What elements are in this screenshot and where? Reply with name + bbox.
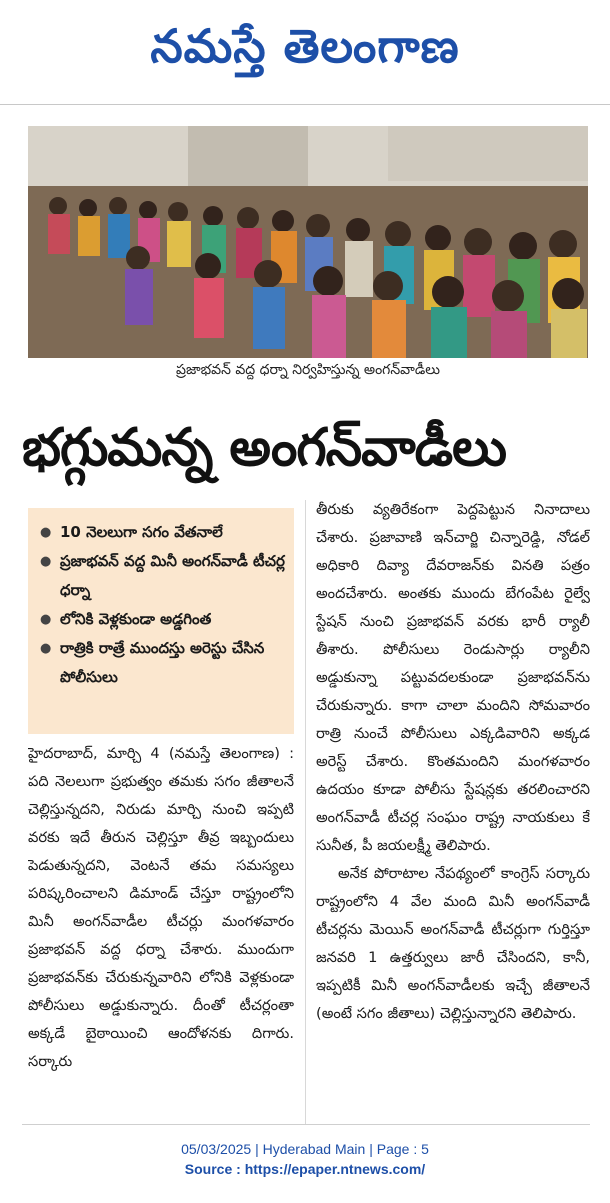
footer-divider — [22, 1124, 590, 1125]
bullet-icon: ● — [40, 641, 52, 656]
source-link[interactable]: Source : https://epaper.ntnews.com/ — [184, 1161, 426, 1177]
article-column-right — [316, 496, 590, 1124]
bullet-icon: ● — [40, 525, 52, 540]
masthead — [0, 0, 610, 104]
highlights-box — [28, 508, 294, 734]
protest-photo-illustration — [28, 126, 588, 358]
highlight-item: ● 10 నెలలుగా సగం వేతనాలే — [40, 518, 288, 547]
highlight-item: ● లోనికి వెళ్లకుండా అడ్డగింత — [40, 605, 288, 634]
masthead-divider — [0, 104, 610, 105]
article-headline: భగ్గుమన్న అంగన్‌వాడీలు — [22, 418, 506, 478]
article-paragraph: అనేక పోరాటాల నేపథ్యంలో కాంగ్రెస్ సర్కారు రాష్ట్రంలోని 4 వేల మంది మినీ అంగన్‌వాడీ టీచర్లను మెయిన్ అంగన్‌వాడీ టీచర్లుగా గుర్తిస్తూ జనవరి 1 ఉత్తర్వులు జారీ చేసిందని, కానీ, ఇప్పటికీ మినీ అంగన్‌వాడీలకు ఇచ్చే జీతాలనే (అంటే సగం జీతాలు) చెల్లిస్తున్నారని తెలిపారు. — [316, 865, 590, 1022]
article-paragraph: హైదరాబాద్, మార్చి 4 (నమస్తే తెలంగాణ) : పది నెలలుగా ప్రభుత్వం తమకు సగం జీతాలనే చెల్లిస్తున్నదని, నిరుడు మార్చి నుంచి ఇప్పటి వరకు ఇదే తీరున చెల్లిస్తూ తీవ్ర ఇబ్బందులు పెడుతున్నదని, వెంటనే తమ సమస్యలు పరిష్కరించాలని డిమాండ్ చేస్తూ రాష్ట్రంలోని మినీ అంగన్‌వాడీల టీచర్లు మంగళవారం ప్రజాభవన్ వద్ద ధర్నా చేశారు. ముందుగా ప్రజాభవన్‌కు చేరుకున్నవారిని లోనికి వెళ్లకుండా పోలీసులు అడ్డుకున్నారు. దీంతో టీచర్లంతా అక్కడే బైఠాయించి ఆందోళనకు దిగారు. సర్కారు — [28, 745, 294, 1070]
article-column-left — [28, 740, 294, 1120]
bullet-icon: ● — [40, 554, 52, 569]
newspaper-logo: నమస్తే తెలంగాణ — [150, 19, 460, 73]
photo-caption: ప్రజాభవన్ వద్ద ధర్నా నిర్వహిస్తున్న అంగన్‌వాడీలు — [176, 362, 440, 378]
highlight-item: ● ప్రజాభవన్ వద్ద మినీ అంగన్‌వాడీ టీచర్ల ధర్నా — [40, 547, 288, 605]
bullet-icon: ● — [40, 612, 52, 627]
protest-photo — [28, 126, 588, 358]
column-divider — [305, 500, 306, 1124]
article-paragraph: తీరుకు వ్యతిరేకంగా పెద్దపెట్టున నినాదాలు చేశారు. ప్రజావాణి ఇన్‌చార్జి చిన్నారెడ్డి, నోడల్ అధికారి దివ్యా దేవరాజన్‌కు వినతి పత్రం అందచేశారు. అంతకు ముందు బేగంపేట రైల్వే స్టేషన్ నుంచి ప్రజాభవన్ వరకు భారీ ర్యాలీ తీశారు. పోలీసులు రెండుసార్లు ర్యాలీని అడ్డుకున్నా పట్టువదలకుండా ప్రజాభవన్‌ను చేరుకున్నారు. కాగా చాలా మందిని సోమవారం రాత్రి నుంచే పోలీసులు ఎక్కడివారిని అక్కడ అరెస్ట్ చేశారు. కొంతమందిని మంగళవారం ఉదయం కూడా పోలీసు స్టేషన్లకు తరలించారని అంగన్‌వాడీ టీచర్ల సంఘం రాష్ట్ర నాయకులు కే సునీత, పీ జయలక్ష్మీ తెలిపారు. — [316, 501, 590, 854]
highlight-item: ● రాత్రికి రాత్రే ముందస్తు అరెస్టు చేసిన పోలీసులు — [40, 634, 288, 692]
edition-info: 05/03/2025 | Hyderabad Main | Page : 5 — [181, 1141, 429, 1157]
